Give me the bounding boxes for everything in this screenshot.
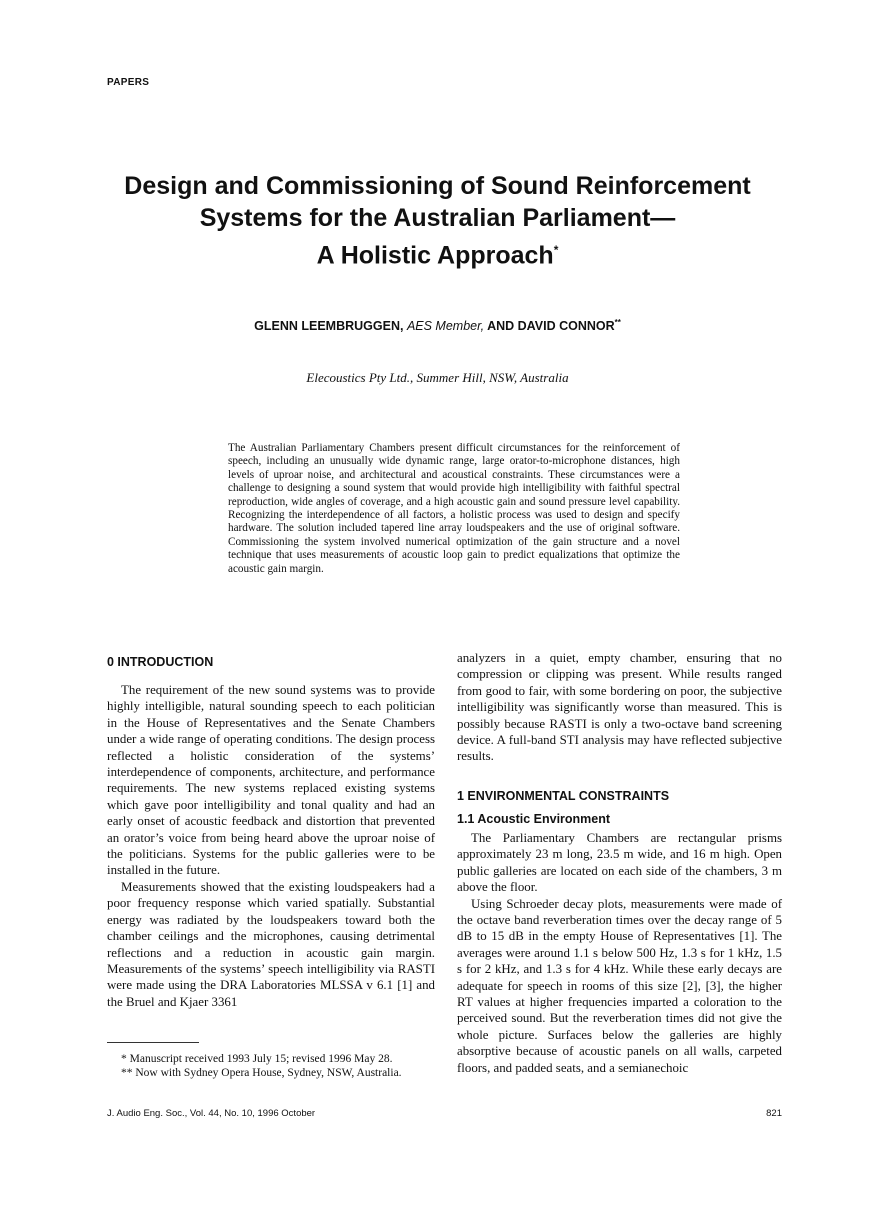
author-line bbox=[60, 318, 815, 333]
section-heading-environmental-constraints: 1 ENVIRONMENTAL CONSTRAINTS bbox=[457, 789, 670, 803]
author-membership: AES Member, bbox=[406, 319, 485, 334]
title-footnote-marker: * bbox=[553, 243, 559, 257]
footnote-manuscript: * Manuscript received 1993 July 15; revised 1996 May 28. bbox=[121, 1053, 393, 1065]
section-heading-introduction: 0 INTRODUCTION bbox=[107, 655, 214, 669]
title-line-3-text: A Holistic Approach bbox=[316, 241, 554, 270]
right-column-top bbox=[457, 650, 782, 765]
footnote-divider bbox=[107, 1042, 199, 1043]
journal-citation: J. Audio Eng. Soc., Vol. 44, No. 10, 1996 October bbox=[107, 1108, 316, 1119]
intro-continuation: analyzers in a quiet, empty chamber, ensuring that no compression or clipping was present. While results ranged from good to fair, with some bordering on poor, the subjective intelligibility was significantly worse than measured. This is possibly because RASTI is only a two-octave band screening device. A full-band STI analysis may have reflected subjective results. bbox=[457, 651, 782, 764]
acoustic-paragraph-2: Using Schroeder decay plots, measurements were made of the octave band reverberation times over the decay range of 5 dB to 15 dB in the empty House of Representatives [1]. The averages were around 1.1 s below 500 Hz, 1.3 s for 1 kHz, 1.5 s for 2 kHz, and 1.3 s for 4 kHz. While these early decays are adequate for speech in rooms of this size [2], [3], the higher RT values at higher frequencies imparted a coloration to the perceived sound. But the reverberation times did not give the whole picture. Surfaces below the galleries are highly absorptive because of acoustic panels on all walls, carpeted floors, and padded seats, and a semianechoic bbox=[457, 896, 782, 1075]
author-footnote-marker: ** bbox=[614, 318, 621, 327]
intro-paragraph-1: The requirement of the new sound systems was to provide highly intelligible, natural sounding speech to each politician in the House of Representatives and the Senate Chambers under a wide range of operating conditions. The design process reflected a holistic consideration of the systems’ interdependence of components, architecture, and performance requirements. The new systems replaced existing systems which gave poor intelligibility and tonal quality and had an early onset of acoustic feedback and distortion that prevented an orator’s voice from being heard above the uproar noise of the politicians. Systems for the public galleries were to be installed in the future. bbox=[107, 683, 435, 878]
author-1: GLENN LEEMBRUGGEN, bbox=[254, 319, 404, 334]
author-2: AND DAVID CONNOR bbox=[487, 319, 615, 334]
footnote-affiliation: ** Now with Sydney Opera House, Sydney, NSW, Australia. bbox=[121, 1067, 402, 1079]
right-column-bottom bbox=[457, 830, 782, 1076]
subsection-heading-acoustic-environment: 1.1 Acoustic Environment bbox=[457, 812, 611, 826]
paper-title bbox=[60, 170, 815, 271]
intro-paragraph-2: Measurements showed that the existing loudspeakers had a poor frequency response which varied spatially. Substantial energy was radiated by the loudspeakers toward both the chamber ceilings and the microphones, causing detrimental reflections and a reduction in acoustic gain margin. Measurements of the systems’ speech intelligibility via RASTI were made using the DRA Laboratories MLSSA v 6.1 [1] and the Bruel and Kjaer 3361 bbox=[107, 879, 435, 1009]
title-line-2: Systems for the Australian Parliament— bbox=[199, 204, 676, 232]
title-line-3 bbox=[60, 234, 815, 271]
acoustic-paragraph-1: The Parliamentary Chambers are rectangular prisms approximately 23 m long, 23.5 m wide, and 16 m high. Open public galleries are located on each side of the chambers, 3 m above the floor. bbox=[457, 831, 782, 895]
running-head: PAPERS bbox=[107, 77, 150, 88]
title-line-1: Design and Commissioning of Sound Reinforcement bbox=[124, 172, 751, 200]
affiliation: Elecoustics Pty Ltd., Summer Hill, NSW, Australia bbox=[306, 370, 569, 385]
abstract: The Australian Parliamentary Chambers present difficult circumstances for the reinforcement of speech, including an unusually wide dynamic range, large orator-to-microphone distances, high levels of uproar noise, and architectural and acoustical constraints. These circumstances were a challenge to designing a sound system that would provide high intelligibility with faithful spectral reproduction, wide angles of coverage, and a high acoustic gain and sound pressure level capability. Recognizing the interdependence of all factors, a holistic process was used to design and specify hardware. The solution included tapered line array loudspeakers and the use of original software. Commissioning the system involved numerical optimization of the gain structure and a novel technique that uses measurements of acoustic loop gain to predict equalizations that optimize the acoustic gain margin. bbox=[228, 442, 680, 575]
page-number: 821 bbox=[766, 1108, 782, 1119]
footnotes bbox=[107, 1052, 435, 1080]
left-column bbox=[107, 682, 435, 1010]
